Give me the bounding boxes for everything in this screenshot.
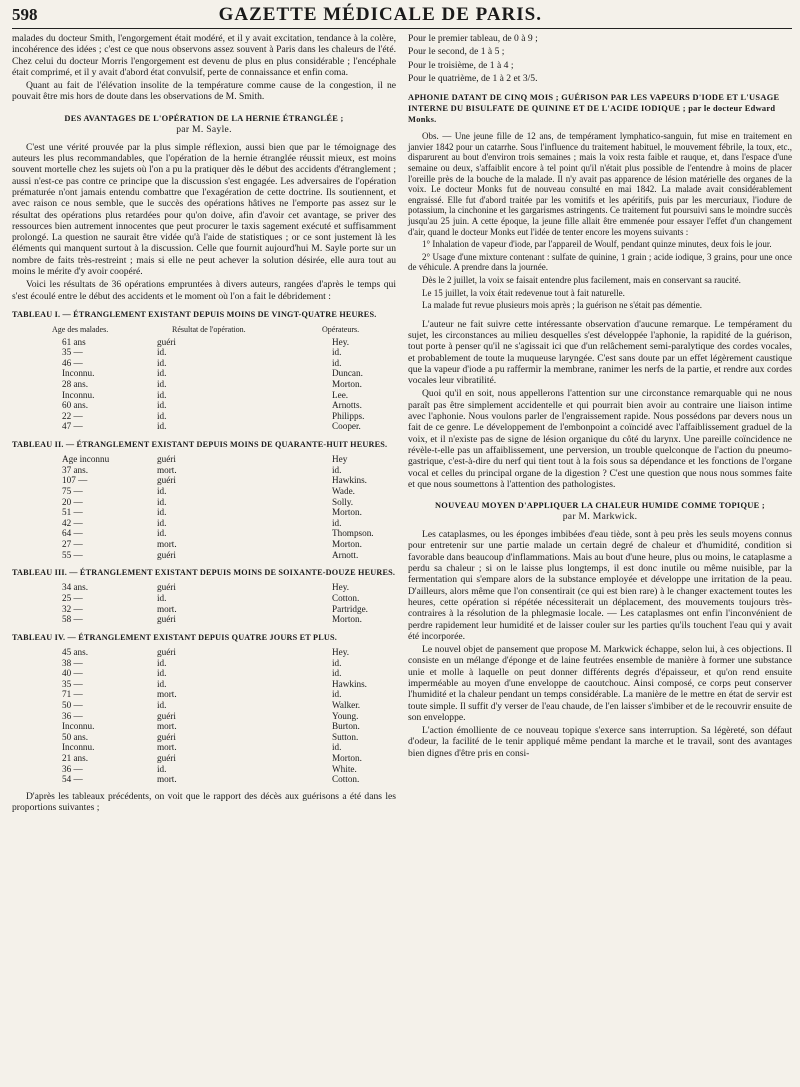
- paragraph: Le nouvel objet de pansement que propose M. Markwick échappe, selon lui, à ces objections. Il consiste en un mélange d'éponge et de laine feutrées ensemble de manière à former une substance unie et molle à laquelle on peut donner différents degrés d'épaisseur, et qu'on rend ensuite imperméable au moyen d'une enveloppe de caoutchouc. Ainsi composé, ce corps peut conserver l'humidité et la chaleur pendant un temps considérable. La manière de le mettre en état de servir est toute simple. Il suffit d'y verser de l'eau chaude, de l'en laisser s'imbiber et de le recouvrir ensuite de son enveloppe.: [408, 644, 792, 723]
- operator-cell: Cotton.: [332, 593, 360, 603]
- table-row: [12, 721, 396, 732]
- result-cell: id.: [157, 657, 167, 668]
- age-cell: 38 —: [62, 657, 83, 668]
- result-cell: guéri: [157, 454, 176, 465]
- operator-cell: White.: [332, 763, 357, 774]
- table-title: TABLEAU IV. — ÉTRANGLEMENT EXISTANT DEPUIS QUATRE JOURS ET PLUS.: [12, 632, 337, 642]
- age-cell: 107 —: [62, 475, 88, 486]
- table-row: [12, 358, 396, 369]
- ratio-line: Pour le premier tableau, de 0 à 9 ;: [408, 33, 538, 44]
- observation-item: 2° Usage d'une mixture contenant : sulfate de quinine, 1 grain ; acide iodique, 3 grains, pour une once de véhicule. A prendre dans la journée.: [408, 251, 792, 273]
- table-row: [12, 347, 396, 358]
- age-cell: 50 ans.: [62, 731, 89, 742]
- operator-cell: Hey: [332, 454, 348, 465]
- paragraph: C'est une vérité prouvée par la plus simple réflexion, aussi bien que par le témoignage des auteurs les plus recommandables, que l'opération de la hernie étranglée réussit mieux, est moins souvent mortelle chez les sujets où l'on a pu la pratiquer dès le début des accidents d'étranglement ; aussi n'est-ce pas contre ce principe que la discussion s'est engagée. Les adversaires de l'opération prématurée n'ont jamais entendu combattre que l'exagération de cette doctrine. Ils soutiennent, et avec raison ce nous semble, que le succès des opérations hâtives ne l'emporte pas assez sur le résultat des opérations plus retardées pour qu'on doive, afin d'avoir cet avantage, se priver des ressources bien autrement innocentes que peut procurer le taxis sagement exécuté et suffisamment prolongé. La question ne saurait être vidée qu'à l'aide de statistiques ; or ce sont justement là les éléments qui manquent surtout à la discussion. Celle que fournit aujourd'hui M. Sayle porte sur un nombre de faits très-restreint ; mais si elle ne peut achever la solution désirée, elle aura tout au moins le mérite d'y avoir coopéré.: [12, 141, 396, 278]
- section-title-aphonie: APHONIE DATANT DE CINQ MOIS ; GUÉRISON PAR LES VAPEURS D'IODE ET L'USAGE INTERNE DU BISULFATE DE QUININE ET DE L'ACIDE IODIQUE ; par le docteur Edward Monks.: [408, 93, 780, 125]
- observation-item: Le 15 juillet, la voix était redevenue tout à fait naturelle.: [422, 287, 625, 298]
- result-cell: id.: [157, 517, 167, 528]
- operator-cell: Thompson.: [332, 528, 374, 539]
- age-cell: 42 —: [62, 517, 83, 528]
- operator-cell: Lee.: [332, 389, 349, 400]
- table-row: [12, 753, 396, 764]
- result-cell: id.: [157, 763, 167, 774]
- operator-cell: Hey.: [332, 336, 350, 347]
- operator-cell: Morton.: [332, 378, 362, 389]
- result-cell: mort.: [157, 742, 177, 753]
- result-cell: id.: [157, 593, 167, 603]
- operator-cell: id.: [332, 464, 342, 475]
- operator-cell: Sutton.: [332, 731, 359, 742]
- table-title: TABLEAU III. — ÉTRANGLEMENT EXISTANT DEPUIS MOINS DE SOIXANTE-DOUZE HEURES.: [12, 568, 396, 578]
- age-cell: 55 —: [62, 549, 83, 560]
- operator-cell: Burton.: [332, 721, 360, 732]
- result-cell: id.: [157, 700, 167, 711]
- operator-cell: Hey.: [332, 647, 350, 658]
- table-row: [12, 764, 396, 775]
- observation-item: 1° Inhalation de vapeur d'iode, par l'appareil de Woulf, pendant quinze minutes, deux fois le jour.: [422, 239, 772, 250]
- age-cell: 21 ans.: [62, 753, 89, 764]
- age-cell: 71 —: [62, 689, 83, 700]
- operator-cell: Young.: [332, 710, 359, 721]
- table-title: TABLEAU I. — ÉTRANGLEMENT EXISTANT DEPUIS MOINS DE VINGT-QUATRE HEURES.: [12, 309, 377, 319]
- table-row: [12, 379, 396, 390]
- age-cell: 25 —: [62, 593, 83, 603]
- result-cell: id.: [157, 368, 167, 379]
- result-cell: mort.: [157, 464, 177, 475]
- result-cell: id.: [157, 496, 167, 507]
- table-row: [12, 550, 396, 561]
- paragraph: Quoi qu'il en soit, nous appellerons l'attention sur une circonstance remarquable qui ne nous paraît pas être simplement accidentelle et qui pourrait bien avoir au contraire une liaison intime avec l'aphonie. Nous voulons parler de l'engraissement rapide. Nous possédons par devers nous un fait de ce genre. Le développement de l'embonpoint a coïncidé avec l'affaiblissement graduel de la voix, et il n'existe pas de signe de lésion organique du côté du larynx. Une pareille coïncidence ne révèle-t-elle pas un affaiblissement, une perversion, un trouble quelconque de l'action du pneumo-gastrique, c'est-à-dire du nerf qui tient tout à la fois sous sa dépendance et les fonctions de l'organe vocal et celles du principal organe de la digestion ? C'est une question que nous nous sommes faite et que nous soumettons à l'attention des pathologistes.: [408, 388, 792, 490]
- operator-cell: Morton.: [332, 538, 362, 549]
- age-cell: 61 ans: [62, 336, 86, 347]
- age-cell: 27 —: [62, 538, 83, 549]
- age-cell: 22 —: [62, 410, 83, 421]
- operator-cell: Morton.: [332, 507, 362, 518]
- table-row: [12, 400, 396, 411]
- statistics-tables: [12, 309, 396, 785]
- result-cell: guéri: [157, 336, 176, 347]
- result-cell: id.: [157, 410, 167, 421]
- table-row: [12, 454, 396, 465]
- result-cell: id.: [157, 528, 167, 539]
- column-header: Opérateurs.: [322, 325, 360, 335]
- age-cell: 32 —: [62, 603, 83, 614]
- result-cell: mort.: [157, 774, 177, 785]
- result-cell: mort.: [157, 721, 177, 732]
- operator-cell: Wade.: [332, 485, 355, 496]
- operator-cell: Hey.: [332, 582, 350, 593]
- operator-cell: Arnotts.: [332, 400, 362, 411]
- operator-cell: Duncan.: [332, 368, 363, 379]
- age-cell: 58 —: [62, 614, 83, 625]
- age-cell: Inconnu.: [62, 389, 95, 400]
- operator-cell: id.: [332, 517, 342, 528]
- result-cell: id.: [157, 507, 167, 518]
- section-author: par M. Markwick.: [562, 511, 638, 523]
- result-cell: guéri: [157, 582, 176, 593]
- result-cell: id.: [157, 485, 167, 496]
- table-row: [12, 368, 396, 379]
- table-row: [12, 689, 396, 700]
- table-row: [12, 668, 396, 679]
- age-cell: 40 —: [62, 668, 83, 679]
- age-cell: 47 —: [62, 421, 83, 432]
- age-cell: 36 —: [62, 710, 83, 721]
- table-row: [12, 711, 396, 722]
- operator-cell: id.: [332, 742, 342, 753]
- paragraph: D'après les tableaux précédents, on voit que le rapport des décès aux guérisons a été dans les proportions suivantes ;: [12, 790, 396, 814]
- table-row: [12, 390, 396, 401]
- result-cell: guéri: [157, 710, 176, 721]
- table-row: [12, 614, 396, 625]
- page-number: 598: [12, 5, 38, 24]
- table-row: [12, 774, 396, 785]
- age-cell: Age inconnu: [62, 454, 110, 465]
- table-title: TABLEAU II. — ÉTRANGLEMENT EXISTANT DEPUIS MOINS DE QUARANTE-HUIT HEURES.: [12, 439, 388, 449]
- observation-item: Dès le 2 juillet, la voix se faisait entendre plus facilement, mais en conservant sa raucité.: [422, 274, 741, 285]
- result-cell: id.: [157, 400, 167, 411]
- age-cell: 46 —: [62, 357, 83, 368]
- table-row: [12, 679, 396, 690]
- table-row: [12, 475, 396, 486]
- operator-cell: Solly.: [332, 496, 354, 507]
- result-cell: guéri: [157, 753, 176, 764]
- ratio-list: [408, 33, 792, 84]
- page-header: [12, 4, 792, 29]
- table-row: [12, 518, 396, 529]
- table-row: [12, 528, 396, 539]
- table-row: [12, 421, 396, 432]
- paragraph: L'auteur ne fait suivre cette intéressante observation d'aucune remarque. Le tempérament du sujet, les circonstances au milieu desquelles s'est développée l'aphonie, la rapidité de la guérison, tout porte à penser qu'il ne s'agissait ici que d'un relâchement semi-paralytique des cordes vocales, et probablement de toute la muqueuse laryngée. C'est sans doute par un effet légèrement caustique que la vapeur d'iode a pu raffermir la membrane, ranimer les nerfs de la partie, et rendre aux cordes vocales leur vibratilité.: [408, 318, 792, 387]
- age-cell: 20 —: [62, 496, 83, 507]
- column-header: Age des malades.: [52, 325, 109, 335]
- operator-cell: Philipps.: [332, 410, 365, 421]
- age-cell: Inconnu.: [62, 721, 95, 732]
- table-row: [12, 647, 396, 658]
- result-cell: mort.: [157, 603, 177, 614]
- ratio-line: Pour le second, de 1 à 5 ;: [408, 46, 505, 58]
- result-cell: id.: [157, 389, 167, 400]
- result-cell: mort.: [157, 538, 177, 549]
- age-cell: 34 ans.: [62, 582, 89, 593]
- result-cell: guéri: [157, 549, 176, 560]
- paragraph: L'action émolliente de ce nouveau topique s'exerce sans interruption. Sa légèreté, son défaut d'odeur, la facilité de le tenir appliqué même pendant la marche et le travail, sont des avantages bien dignes d'être pris en consi-: [408, 725, 792, 759]
- result-cell: id.: [157, 668, 167, 679]
- table-row: [12, 486, 396, 497]
- paragraph: Les cataplasmes, ou les éponges imbibées d'eau tiède, sont à peu près les seuls moyens connus pour entretenir sur une partie malade un certain degré de chaleur et d'humidité, condition si favorable dans beaucoup d'inflammations. Mais au bout d'une heure, plus ou moins, le cataplasme a perdu sa chaleur ; si on le laisse plus longtemps, il est donc inutile ou même nuisible, par la fermentation qui s'empare alors de la substance employée et développe une irritation de la peau. D'ailleurs, alors même que l'on consentirait (ce qui est bien rare) à le changer exactement toutes les heures, cette opération si répétée nécessiterait un déplacement, des mouvements toujours très-contraires à la résolution de la phlegmasie locale. — Les cataplasmes ont enfin l'inconvénient de perdre rapidement leur humidité et de laisser couler sur les parties qu'ils touchent l'eau qui y avait été incorporée.: [408, 529, 792, 642]
- result-cell: guéri: [157, 731, 176, 742]
- result-cell: id.: [157, 421, 167, 432]
- operator-cell: Partridge.: [332, 603, 368, 614]
- observation-item: La malade fut revue plusieurs mois après ; la guérison ne s'était pas démentie.: [422, 300, 703, 311]
- ratio-line: Pour le troisième, de 1 à 4 ;: [408, 59, 514, 71]
- section-title-hernie: [12, 113, 396, 135]
- age-cell: 54 —: [62, 774, 83, 785]
- ratio-line: Pour le quatrième, de 1 à 2 et 3/5.: [408, 72, 538, 84]
- age-cell: Inconnu.: [62, 368, 95, 379]
- result-cell: id.: [157, 347, 167, 358]
- age-cell: Inconnu.: [62, 742, 95, 753]
- table-row: [12, 593, 396, 604]
- operator-cell: Cooper.: [332, 421, 361, 432]
- operator-cell: Arnott.: [332, 549, 359, 560]
- result-cell: guéri: [157, 647, 176, 658]
- column-header: Résultat de l'opération.: [172, 325, 246, 335]
- section-title: DES AVANTAGES DE L'OPÉRATION DE LA HERNIE ÉTRANGLÉE ;: [64, 113, 344, 123]
- table-row: [12, 658, 396, 669]
- age-cell: 51 —: [62, 507, 83, 518]
- paragraph: Quant au fait de l'élévation insolite de la température comme cause de la congestion, il ne pouvait être mis hors de doute dans les observations de M. Smith.: [12, 80, 396, 103]
- operator-cell: id.: [332, 668, 342, 679]
- section-title-chaleur: [408, 500, 792, 522]
- age-cell: 75 —: [62, 485, 83, 496]
- operator-cell: Hawkins.: [332, 678, 367, 689]
- observation: Obs. — Une jeune fille de 12 ans, de tempérament lymphatico-sanguin, fut mise en traitement en janvier 1842 pour un catarrhe. Sous l'influence du traitement habituel, le mouvement fébrile, la toux, etc., disparurent au bout d'environ trois semaines ; mais la voix resta faible et rauque, et, dans l'espace d'une semaine ou deux, s'affaiblit encore à tel point qu'il n'était plus possible de l'entendre à moins de placer l'oreille près de la bouche de la malade. Il n'y avait pas apparence de lésion matérielle des organes de la voix. Le docteur Monks fut de nouveau consulté en mai 1842. La malade avait considérablement engraissé. Elle fut d'abord traitée par les vomitifs et les apéritifs, puis par les mercuriaux, l'iodure de potassium, la cinchonine et les gargarismes astringents. Ce traitement fut poursuivi sans le moindre succès jusqu'au 25 juin. A cette époque, la jeune fille allait être emmenée pour essayer l'effet d'un changement d'air, quand le docteur Monks eut l'idée de tenter encore les moyens suivants :: [408, 131, 792, 237]
- left-column: [12, 33, 396, 815]
- section-title: NOUVEAU MOYEN D'APPLIQUER LA CHALEUR HUMIDE COMME TOPIQUE ;: [434, 501, 766, 511]
- table-row: [12, 337, 396, 348]
- paragraph: Voici les résultats de 36 opérations empruntées à divers auteurs, rangées d'après le temps qui s'est écoulé entre le début des accidents et le moment où l'on a fait le débridement :: [12, 279, 396, 302]
- result-cell: id.: [157, 678, 167, 689]
- age-cell: 36 —: [62, 763, 83, 774]
- journal-title: GAZETTE MÉDICALE DE PARIS.: [218, 4, 542, 25]
- table-row: [12, 539, 396, 550]
- age-cell: 35 —: [62, 347, 83, 358]
- operator-cell: Walker.: [332, 700, 361, 711]
- operator-cell: Hawkins.: [332, 475, 367, 486]
- table-row: [12, 742, 396, 753]
- table-row: [12, 497, 396, 508]
- operator-cell: id.: [332, 689, 342, 700]
- operator-cell: id.: [332, 657, 342, 668]
- result-cell: guéri: [157, 475, 176, 486]
- section-author: par M. Sayle.: [176, 123, 232, 135]
- operator-cell: Morton.: [332, 753, 362, 764]
- table-row: [12, 732, 396, 743]
- operator-cell: Cotton.: [332, 774, 360, 785]
- age-cell: 64 —: [62, 528, 83, 539]
- table-row: [12, 604, 396, 615]
- age-cell: 50 —: [62, 700, 83, 711]
- operator-cell: id.: [332, 357, 342, 368]
- operator-cell: Morton.: [332, 614, 362, 625]
- table-row: [12, 507, 396, 518]
- table-row: [12, 700, 396, 711]
- table-row: [12, 465, 396, 476]
- table-row: [12, 411, 396, 422]
- result-cell: id.: [157, 378, 167, 389]
- age-cell: 37 ans.: [62, 464, 89, 475]
- right-column: [408, 33, 792, 815]
- result-cell: mort.: [157, 689, 177, 700]
- age-cell: 45 ans.: [62, 647, 89, 658]
- operator-cell: id.: [332, 347, 342, 358]
- age-cell: 35 —: [62, 678, 83, 689]
- table-row: [12, 582, 396, 593]
- result-cell: id.: [157, 357, 167, 368]
- age-cell: 60 ans.: [62, 400, 89, 411]
- paragraph: malades du docteur Smith, l'engorgement était modéré, et il y avait excitation, tendance à la colère, incohérence des idées ; c'est ce que nous observons assez souvent à Paris dans les chaleurs de l'été. Chez celui du docteur Morris l'engorgement est devenu de plus en plus considérable ; l'encéphale était comprimé, et il y avait d'abord état convulsif, perte de connaissance et enfin coma.: [12, 33, 396, 78]
- table-header: [12, 324, 396, 335]
- age-cell: 28 ans.: [62, 378, 89, 389]
- result-cell: guéri: [157, 614, 176, 625]
